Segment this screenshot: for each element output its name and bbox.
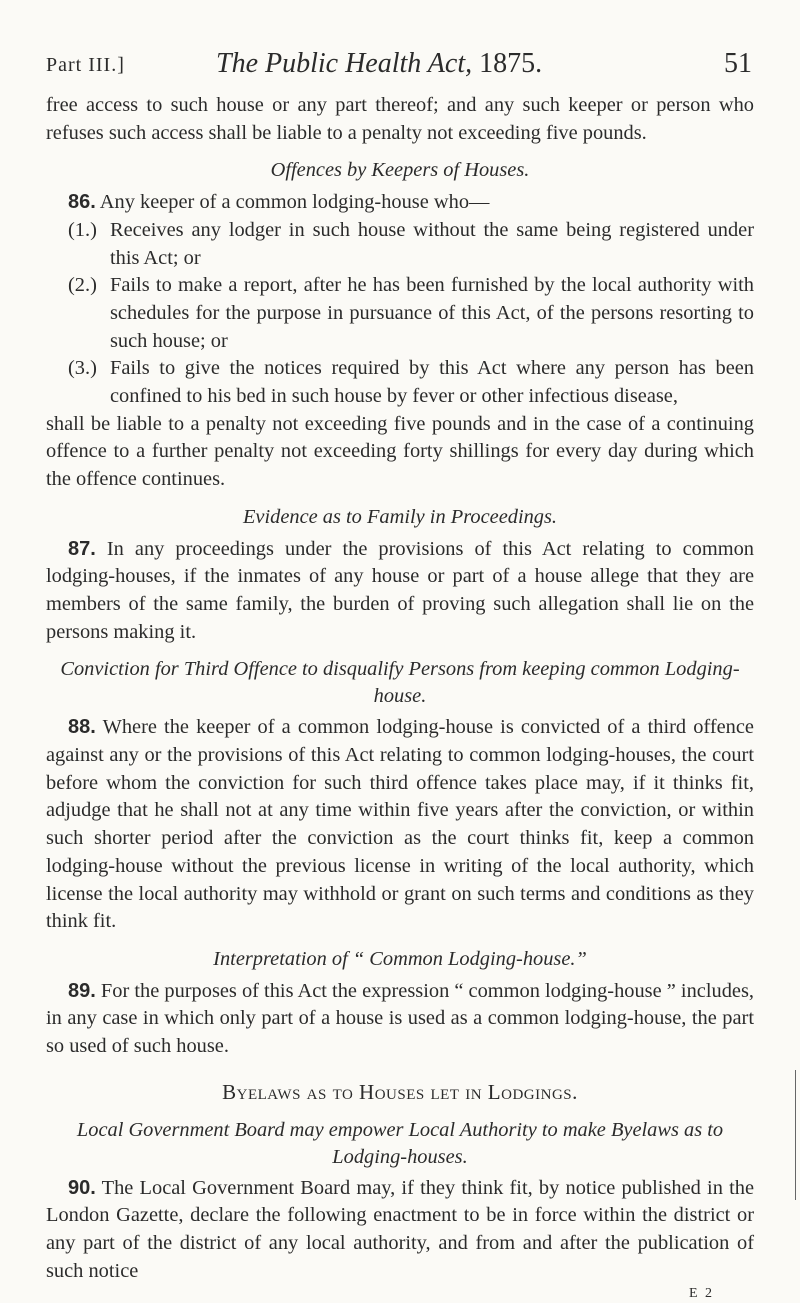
section-86-item — [46, 217, 754, 272]
section-87 — [46, 536, 754, 647]
part-section-heading: Byelaws as to Houses let in Lodgings. — [222, 1079, 578, 1104]
part-label: Part III.] — [46, 54, 125, 76]
item-number: (1.) — [68, 218, 97, 241]
continued-paragraph: free access to such house or any part thereof; and any such keeper or person who refuses such access shall be liable to a penalty not exceeding five pounds. — [46, 94, 754, 144]
act-year: 1875. — [479, 48, 543, 79]
section-88 — [46, 714, 754, 936]
binding-edge-mark — [795, 1070, 796, 1200]
page-body — [46, 92, 754, 1303]
section-87-text: In any proceedings under the provisions of this Act relating to common lodging-houses, if the inmates of any house or part of a house allege that they are members of the same family, the burden of proving such allegation shall lie on the persons making it. — [46, 537, 754, 643]
section-88-text: Where the keeper of a common lodging-house is convicted of a third offence against any or the provisions of this Act relating to common lodging-houses, the court before whom the conviction for such third offence takes place may, if it thinks fit, adjudge that he shall not at any time within five years after the conviction, or within such shorter period after the conviction as the court thinks fit, keep a common lodging-house without the previous license in writing of the local authority, which license the local authority may withhold or grant on such terms and conditions as they think fit. — [46, 716, 754, 933]
marginal-heading-interpretation: Interpretation of “ Common Lodging-house.” — [213, 947, 587, 970]
section-86-text: Any keeper of a common lodging-house who— — [99, 191, 490, 214]
page-number: 51 — [724, 48, 752, 79]
section-number: 87. — [68, 537, 96, 560]
section-number: 90. — [68, 1176, 96, 1199]
marginal-heading-conviction: Conviction for Third Offence to disqualify Persons from keeping common Lodging-house. — [60, 658, 740, 708]
section-number: 86. — [68, 191, 96, 214]
section-89-text: For the purposes of this Act the expression “ common lodging-house ” includes, in any case in which only part of a house is used as a common lodging-house, the part so used of such house. — [46, 979, 754, 1058]
section-90 — [46, 1175, 754, 1286]
item-text: Receives any lodger in such house without the same being registered under this Act; or — [110, 218, 754, 269]
item-text: Fails to make a report, after he has been furnished by the local authority with schedules for the purpose in pursuance of this Act, of the persons resorting to such house; or — [110, 274, 754, 352]
act-title: The Public Health Act, — [216, 48, 473, 79]
marginal-heading-evidence: Evidence as to Family in Proceedings. — [242, 505, 558, 528]
item-number: (3.) — [68, 357, 97, 380]
item-number: (2.) — [68, 274, 97, 297]
section-number: 88. — [68, 716, 96, 739]
item-text: Fails to give the notices required by this Act where any person has been confined to his bed in such house by fever or other infectious disease, — [110, 357, 754, 408]
section-86-lead — [46, 189, 754, 217]
running-title — [216, 48, 542, 80]
section-89 — [46, 978, 754, 1061]
section-86-item — [46, 272, 754, 355]
section-number: 89. — [68, 979, 96, 1002]
marginal-heading-offences: Offences by Keepers of Houses. — [270, 159, 530, 182]
signature-mark: E 2 — [688, 1286, 714, 1302]
running-header — [46, 48, 754, 84]
section-90-text: The Local Government Board may, if they think fit, by notice published in the London Gazette, declare the following enactment to be in force within the district or any part of the district of any local authority, and from and after the publication of such notice — [46, 1176, 754, 1282]
section-86-tail: shall be liable to a penalty not exceeding five pounds and in the case of a continuing offence to a further penalty not exceeding forty shillings for every day during which the offence continues. — [46, 412, 754, 491]
marginal-heading-board: Local Government Board may empower Local Authority to make Byelaws as to Lodging-houses. — [76, 1118, 724, 1168]
section-86-item — [46, 355, 754, 410]
